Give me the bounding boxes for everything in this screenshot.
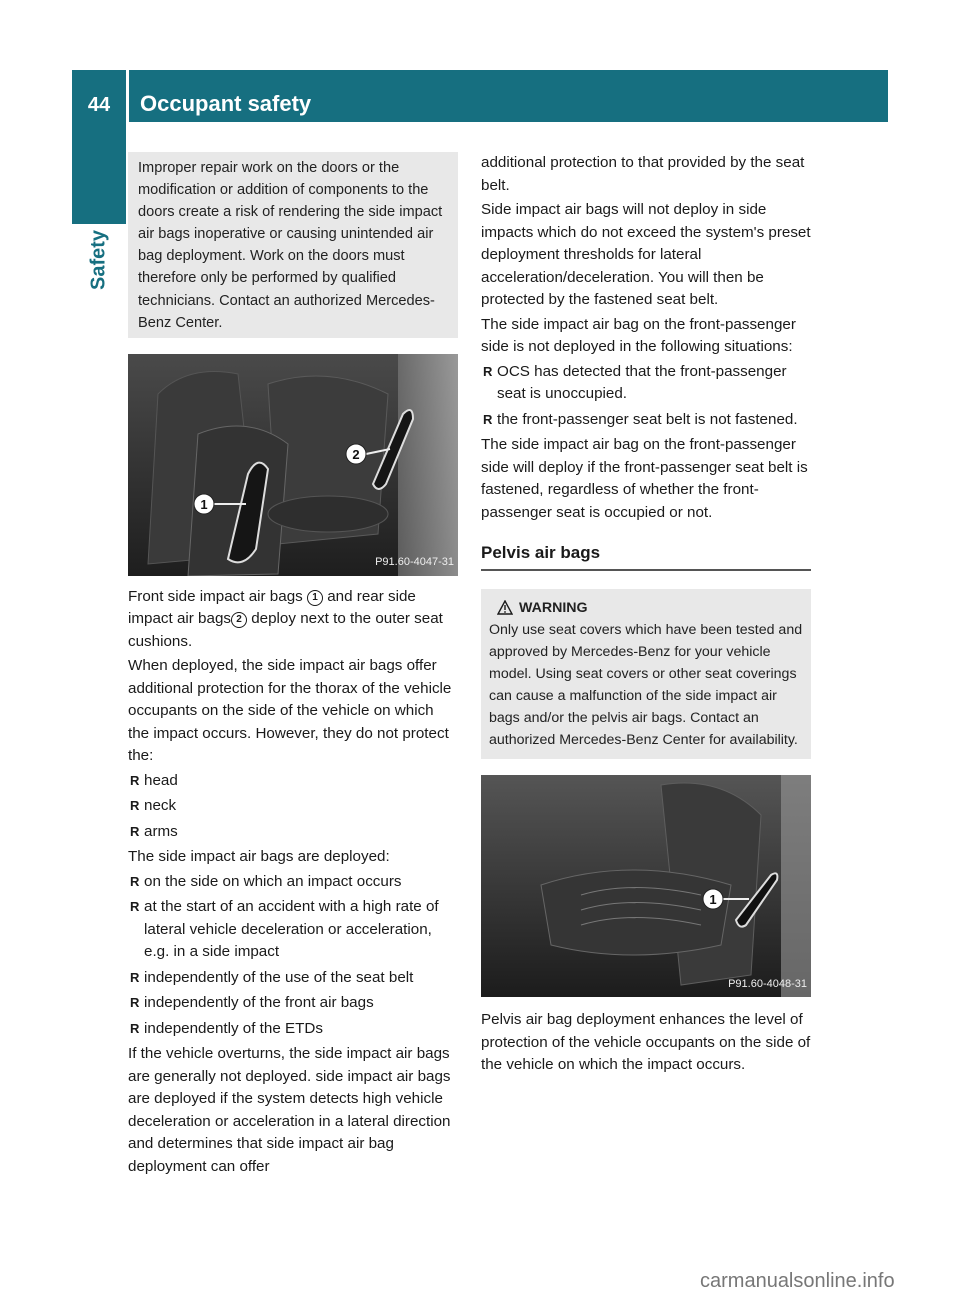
para-overturn: If the vehicle overturns, the side impact air bags are generally not deployed. side impact air bags are deployed if the system detects high vehicle deceleration or acceleration in a lateral direction and determines that side impact air bag deployment can offer — [128, 1045, 451, 1175]
callout-2-label: 2 — [352, 446, 360, 462]
watermark: carmanualsonline.info — [700, 1270, 895, 1292]
bullet-icon: R — [130, 823, 140, 839]
caption-part-b: and rear side impact air bags — [128, 587, 416, 628]
caption-part-a: Front side impact air bags — [128, 587, 303, 605]
para-pelvis: Pelvis air bag deployment enhances the level of protection of the vehicle occupants on the side of the vehicle on which the impact occurs. — [481, 1011, 811, 1074]
para-will-deploy: The side impact air bag on the front-passenger side will deploy if the front-passenger seat belt is fastened, regardless of whether the front-passenger seat is occupied or not. — [481, 436, 808, 521]
bullet-icon: R — [483, 411, 493, 427]
front-seat-illustration — [481, 775, 811, 997]
bullet-icon: R — [483, 363, 493, 379]
para-deployed-when: The side impact air bags are deployed: — [128, 848, 390, 866]
rear-seat-photo — [128, 354, 458, 576]
photo-code: P91.60-4048-31 — [728, 977, 807, 990]
list-item: R independently of the use of the seat belt — [128, 967, 458, 990]
bullet-icon: R — [130, 873, 140, 889]
situations-list — [481, 361, 811, 432]
bullet-icon: R — [130, 969, 140, 985]
protect-list — [128, 770, 458, 844]
callout-1-label: 1 — [709, 892, 717, 908]
bullet-icon: R — [130, 798, 140, 814]
circle-2-icon: 2 — [231, 612, 247, 628]
caption-paragraph — [128, 586, 458, 654]
right-column — [481, 152, 811, 1079]
list-item: R head — [128, 770, 458, 793]
photo-code: P91.60-4047-31 — [375, 556, 454, 569]
warning-box — [481, 589, 811, 760]
header-divider — [126, 70, 129, 122]
list-item: R OCS has detected that the front-passenger seat is unoccupied. — [483, 362, 787, 402]
para-not-deployed: The side impact air bag on the front-passenger side is not deployed in the following situations: — [481, 315, 796, 355]
left-column — [128, 152, 458, 1180]
warning-header — [487, 597, 805, 619]
page-number: 44 — [87, 94, 111, 116]
bullet-icon: R — [130, 1020, 140, 1036]
bullet-icon: R — [130, 899, 140, 915]
warning-title: WARNING — [519, 599, 588, 616]
warning-text: Only use seat covers which have been tested and approved by Mercedes-Benz for your vehicle model. Using seat covers or other seat coverings can cause a malfunction of the side impact air bags and/or the pelvis air bags. Contact an authorized Mercedes-Benz Center for availability. — [489, 621, 803, 749]
note-text: Improper repair work on the doors or the modification or addition of components to the doors create a risk of rendering the side impact air bags inoperative or causing unintended air bag deployment. Work on the doors must therefore only be performed by qualified technicians. Contact an authorized Mercedes-Benz Center. — [138, 160, 443, 331]
deploy-list — [128, 871, 458, 1041]
caption-part-c: deploy next to the outer seat cushions. — [128, 610, 443, 650]
list-item: R on the side on which an impact occurs — [128, 871, 458, 894]
rear-seat-illustration — [128, 354, 458, 576]
page-title: Occupant safety — [140, 91, 312, 116]
para-deployed: When deployed, the side impact air bags offer additional protection for the thorax of the vehicle occupants on the side of the vehicle on which the impact occurs. However, they do not protect the: — [128, 657, 452, 765]
section-heading: Pelvis air bags — [481, 542, 811, 571]
list-item: R independently of the front air bags — [128, 992, 458, 1015]
list-item: R the front-passenger seat belt is not fastened. — [481, 409, 811, 432]
para-threshold: Side impact air bags will not deploy in side impacts which do not exceed the system's preset deployment thresholds for lateral acceleration/deceleration. You will then be protected by the fastened seat belt. — [481, 201, 811, 308]
para-continued: additional protection to that provided by the seat belt. — [481, 154, 805, 194]
circle-1-icon: 1 — [307, 590, 323, 606]
bullet-icon: R — [130, 772, 140, 788]
side-tab — [72, 200, 126, 360]
front-seat-photo — [481, 775, 811, 997]
list-item: R neck — [128, 795, 458, 818]
bullet-icon: R — [130, 995, 140, 1011]
list-item: R arms — [128, 821, 458, 844]
list-item: R at the start of an accident with a high rate of lateral vehicle deceleration or acceleration, e.g. in a side impact — [130, 898, 439, 961]
side-tab-label: Safety — [87, 229, 110, 291]
list-item: R independently of the ETDs — [128, 1018, 458, 1041]
warning-triangle-icon — [497, 600, 513, 615]
note-box — [128, 152, 458, 338]
callout-1-label: 1 — [200, 496, 208, 512]
